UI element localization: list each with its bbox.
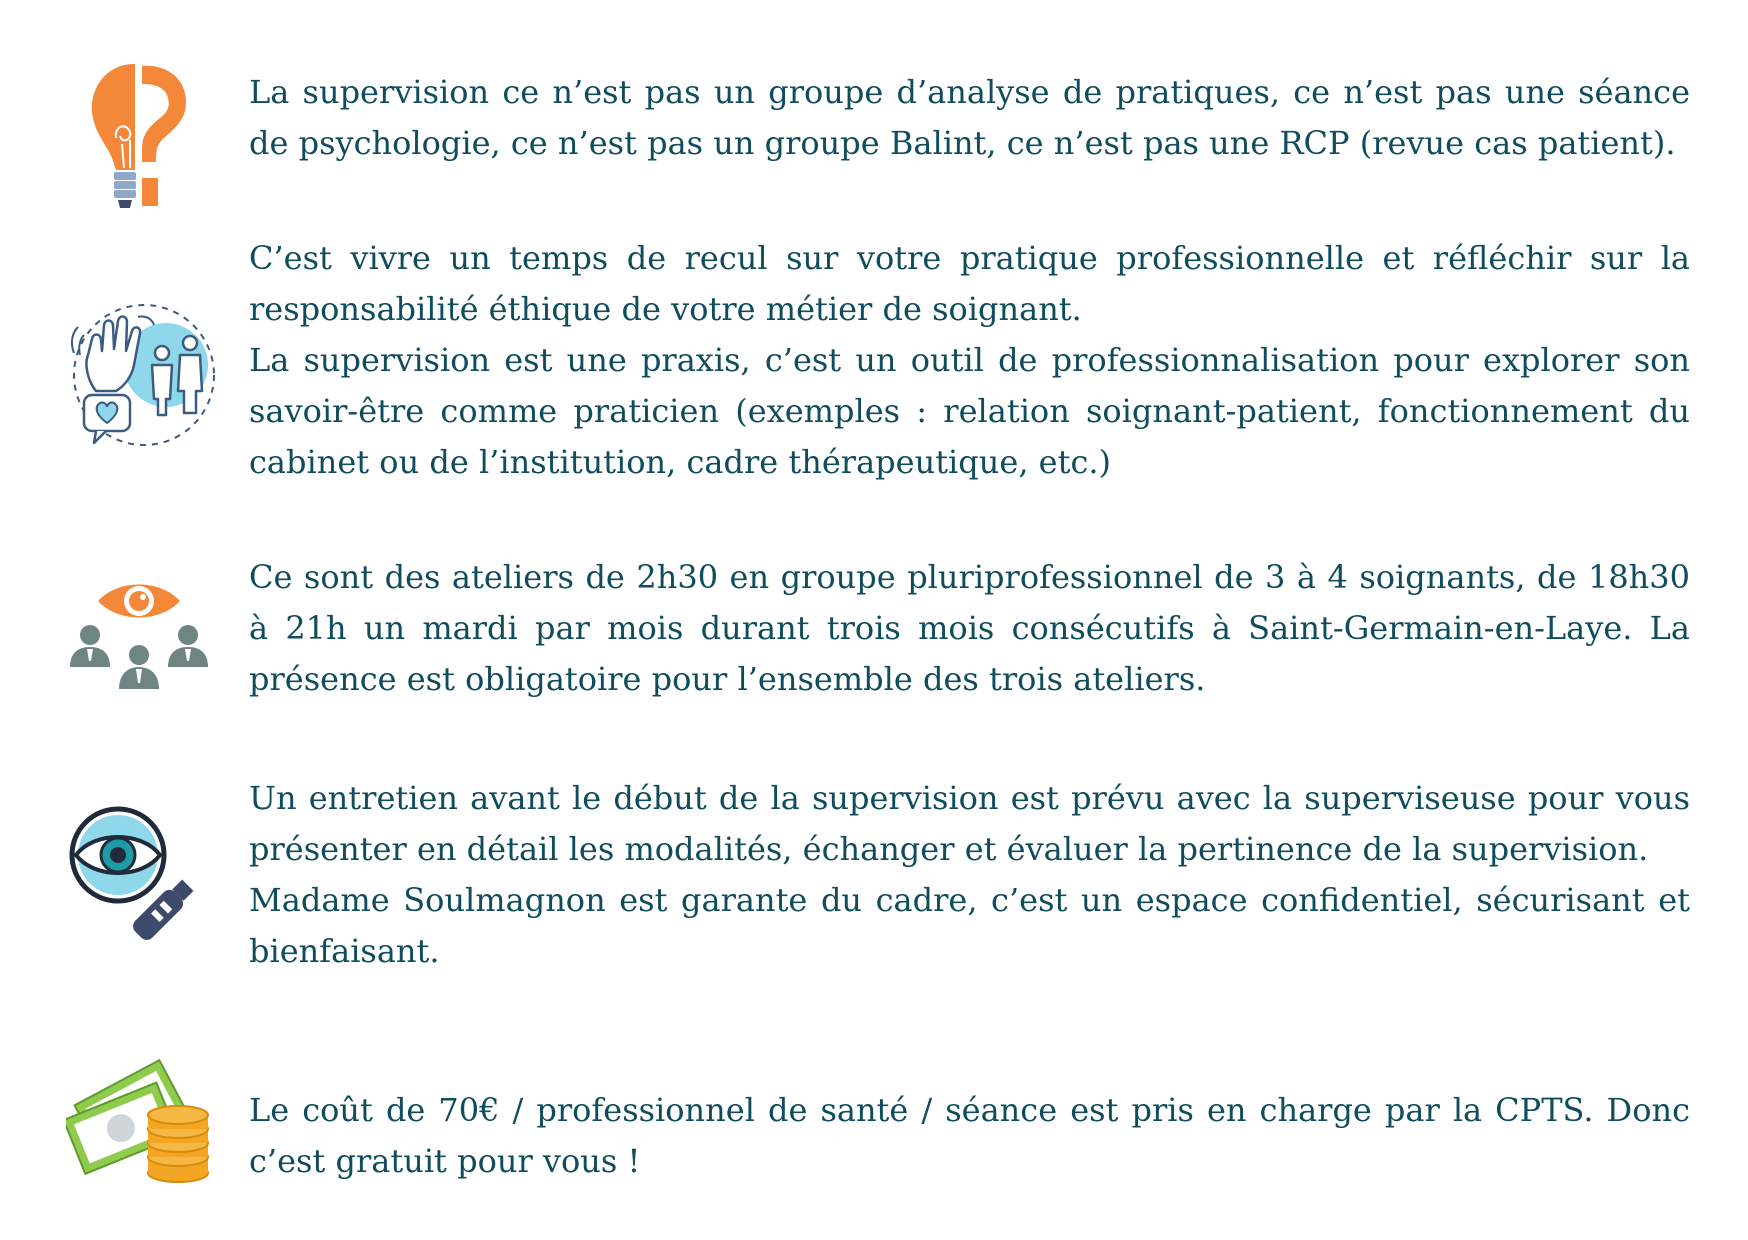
caring-hand-people-icon: [66, 295, 216, 455]
section-1-text: [249, 67, 1690, 169]
section-3-paragraph-1: Ce sont des ateliers de 2h30 en groupe pluriprofessionnel de 3 à 4 soignants, de 18h30 à 21h un mardi par mois durant trois mois consécutifs à Saint-Germain-en-Laye. La présence est obligatoire pour l’ensemble des trois ateliers.: [249, 558, 1690, 698]
section-5-text: [249, 1085, 1690, 1187]
section-4-text: [249, 773, 1690, 977]
lightbulb-question-icon: [86, 60, 194, 210]
section-4-paragraph-2: Madame Soulmagnon est garante du cadre, c’est un espace confidentiel, sécurisant et bienfaisant.: [249, 881, 1690, 970]
group-eye-icon: [64, 575, 214, 695]
section-4-paragraph-1: Un entretien avant le début de la supervision est prévu avec la superviseuse pour vous présenter en détail les modalités, échanger et évaluer la pertinence de la supervision.: [249, 779, 1690, 868]
section-2-paragraph-1: C’est vivre un temps de recul sur votre pratique professionnelle et réfléchir sur la responsabilité éthique de votre métier de soignant.: [249, 239, 1690, 328]
section-1-paragraph-1: La supervision ce n’est pas un groupe d’analyse de pratiques, ce n’est pas une séance de psychologie, ce n’est pas un groupe Balint, ce n’est pas une RCP (revue cas patient).: [249, 73, 1690, 162]
money-coins-icon: [66, 1055, 216, 1185]
section-2-text: [249, 233, 1690, 488]
magnifier-eye-icon: [68, 805, 218, 955]
section-3-text: [249, 552, 1690, 705]
section-5-paragraph-1: Le coût de 70€ / professionnel de santé / séance est pris en charge par la CPTS. Donc c’est gratuit pour vous !: [249, 1091, 1690, 1180]
section-2-paragraph-2: La supervision est une praxis, c’est un outil de professionnalisation pour explorer son savoir-être comme praticien (exemples : relation soignant-patient, fonctionnement du cabinet ou de l’institution, cadre thérapeutique, etc.): [249, 341, 1690, 481]
